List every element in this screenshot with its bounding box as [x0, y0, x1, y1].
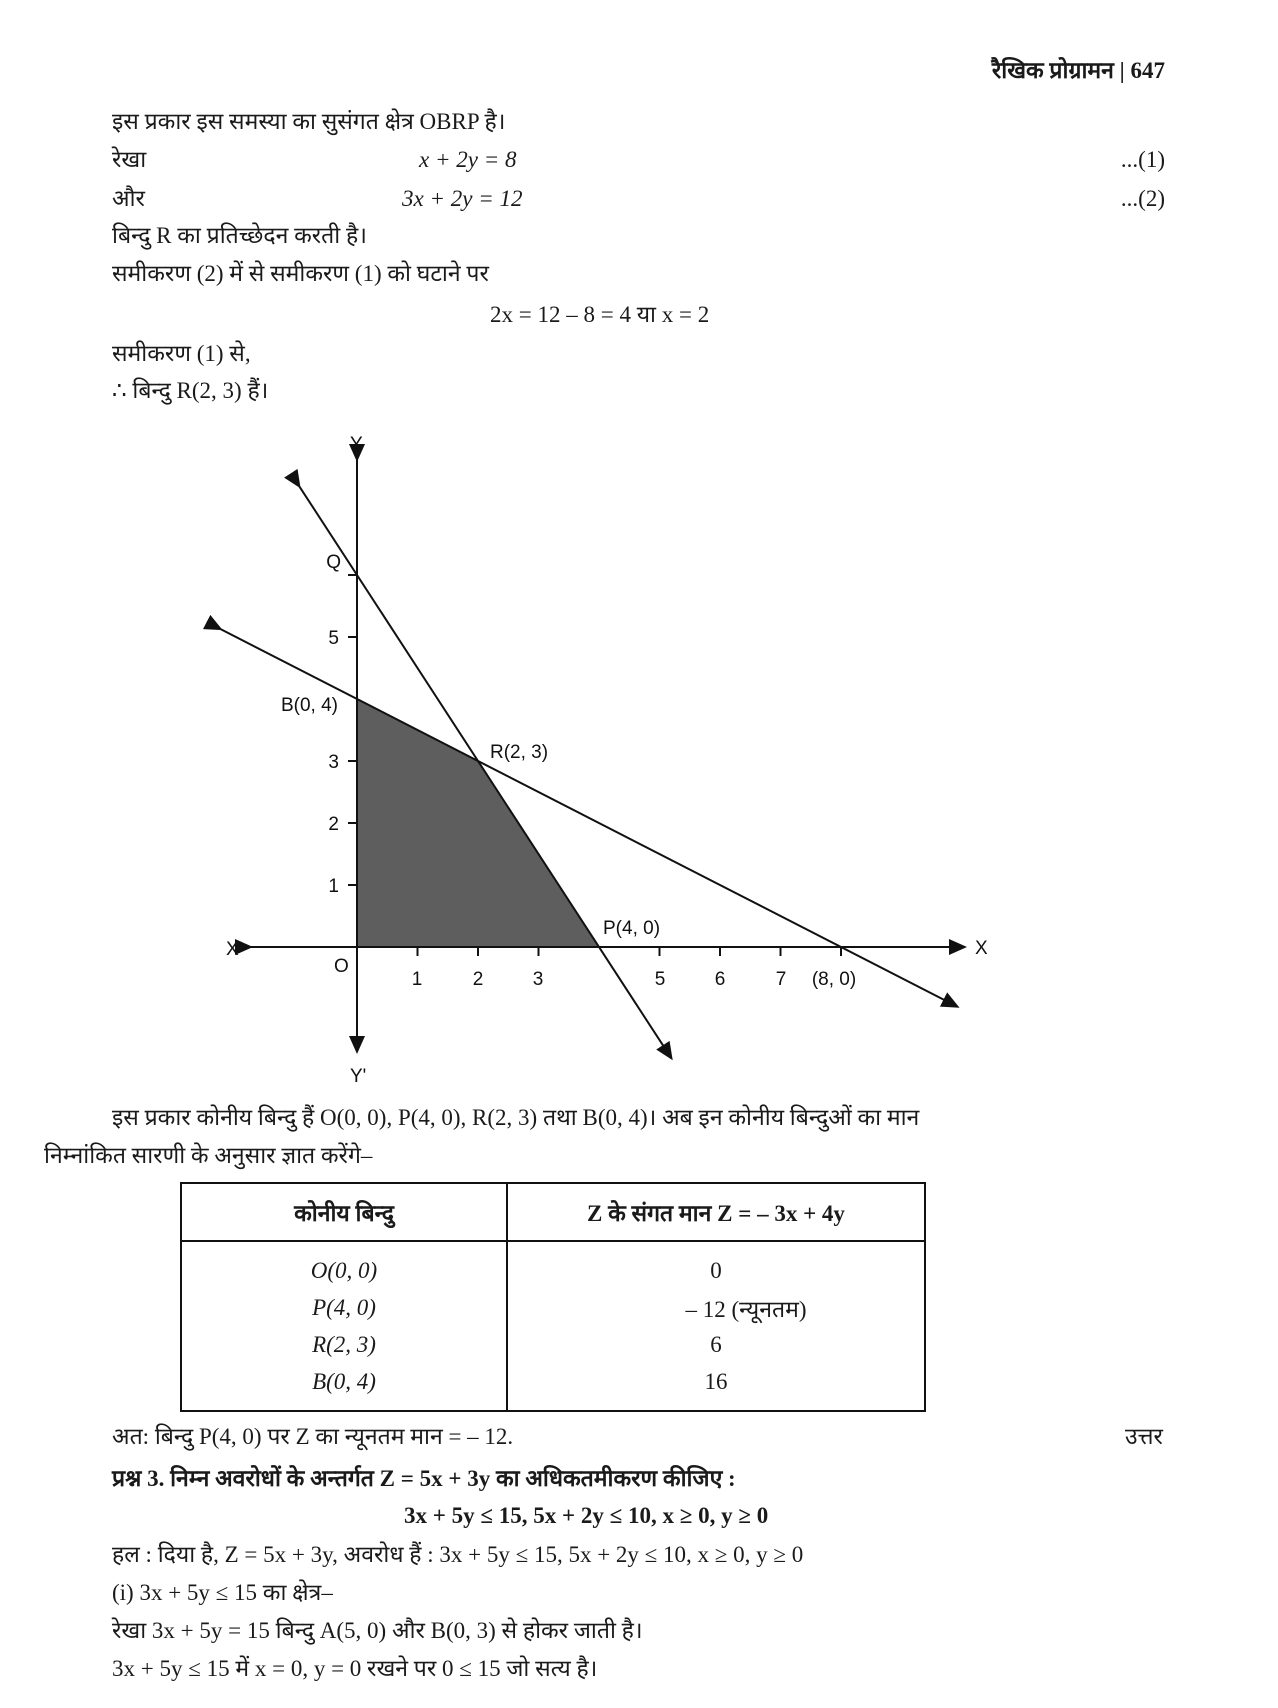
x-label: X	[975, 938, 988, 959]
equation-number: ...(2)	[1120, 186, 1165, 211]
text-line: समीकरण (2) में से समीकरण (1) को घटाने पर	[112, 261, 489, 286]
text-line: बिन्दु R का प्रतिच्छेदन करती है।	[112, 223, 367, 248]
table-row	[181, 1289, 925, 1326]
x-tick-label: 5	[654, 969, 666, 990]
table-cell: P(4, 0)	[181, 1289, 507, 1326]
solution-step: (i) 3x + 5y ≤ 15 का क्षेत्र–	[112, 1580, 333, 1605]
x-tick-label: 6	[714, 969, 726, 990]
table-cell: – 12 (न्यूनतम)	[507, 1289, 925, 1326]
table-row	[181, 1241, 925, 1289]
x-tick-label: 1	[411, 969, 423, 990]
question-heading: प्रश्न 3. निम्न अवरोधों के अन्तर्गत Z = 5x + 3y का अधिकतमीकरण कीजिए :	[112, 1466, 736, 1491]
point-label-q: Q	[326, 552, 341, 573]
text-label: रेखा	[112, 147, 147, 172]
answer-label: उत्तर	[1125, 1424, 1163, 1449]
equation-number: ...(1)	[1120, 147, 1165, 172]
constraints: 3x + 5y ≤ 15, 5x + 2y ≤ 10, x ≥ 0, y ≥ 0	[404, 1503, 769, 1528]
y-tick-label: 1	[328, 876, 339, 897]
x-tick-label: 7	[775, 969, 787, 990]
table-cell: R(2, 3)	[181, 1326, 507, 1363]
text-line: इस प्रकार इस समस्या का सुसंगत क्षेत्र OBRP है।	[112, 109, 506, 134]
table-cell: O(0, 0)	[181, 1241, 507, 1289]
table-cell: 6	[507, 1326, 925, 1363]
point-label-p: P(4, 0)	[603, 918, 661, 939]
line-3x-plus-2y-eq-12	[300, 487, 672, 1059]
text-label: और	[112, 186, 145, 211]
table-cell: 0	[507, 1241, 925, 1289]
solution-step: रेखा 3x + 5y = 15 बिन्दु A(5, 0) और B(0, 3) से होकर जाती है।	[112, 1618, 643, 1643]
x-neg-label: X'	[226, 939, 243, 960]
point-label-8-0: (8, 0)	[811, 969, 857, 990]
solution-step: 3x + 5y ≤ 15 में x = 0, y = 0 रखने पर 0 ≤ 15 जो सत्य है।	[112, 1656, 598, 1681]
table-cell: 16	[507, 1363, 925, 1411]
equation: 2x = 12 – 8 = 4 या x = 2	[490, 302, 710, 327]
table-row	[181, 1363, 925, 1411]
table-header: Z के संगत मान Z = – 3x + 4y	[507, 1183, 925, 1241]
y-tick-label: 5	[328, 628, 339, 649]
y-label: Y	[350, 434, 363, 455]
equation: x + 2y = 8	[419, 147, 517, 172]
x-tick-label: 2	[472, 969, 484, 990]
text-line: समीकरण (1) से,	[112, 341, 251, 366]
x-tick-label: 3	[532, 969, 544, 990]
text-line: ∴ बिन्दु R(2, 3) हैं।	[112, 378, 269, 403]
equation: 3x + 2y = 12	[402, 186, 523, 211]
y-neg-label: Y'	[350, 1066, 367, 1087]
table-row	[181, 1326, 925, 1363]
running-header: रैखिक प्रोग्रामन | 647	[991, 58, 1165, 83]
conclusion-line: अत: बिन्दु P(4, 0) पर Z का न्यूनतम मान = – 12.	[112, 1424, 514, 1449]
feasible-region	[357, 699, 599, 947]
y-tick-label: 3	[328, 752, 339, 773]
y-tick-label: 2	[328, 814, 339, 835]
origin-label: O	[334, 956, 349, 977]
table-header: कोनीय बिन्दु	[181, 1183, 507, 1241]
point-label-b: B(0, 4)	[280, 695, 338, 716]
table-header-row	[181, 1183, 925, 1241]
corner-points-table	[180, 1182, 926, 1412]
paragraph-line: इस प्रकार कोनीय बिन्दु हैं O(0, 0), P(4, 0), R(2, 3) तथा B(0, 4)। अब इन कोनीय बिन्दुओं का मान	[112, 1105, 920, 1130]
point-label-r: R(2, 3)	[490, 742, 549, 763]
paragraph-line: निम्नांकित सारणी के अनुसार ज्ञात करेंगे–	[44, 1143, 373, 1168]
table-cell: B(0, 4)	[181, 1363, 507, 1411]
solution-line: हल : दिया है, Z = 5x + 3y, अवरोध हैं : 3x + 5y ≤ 15, 5x + 2y ≤ 10, x ≥ 0, y ≥ 0	[112, 1542, 804, 1567]
